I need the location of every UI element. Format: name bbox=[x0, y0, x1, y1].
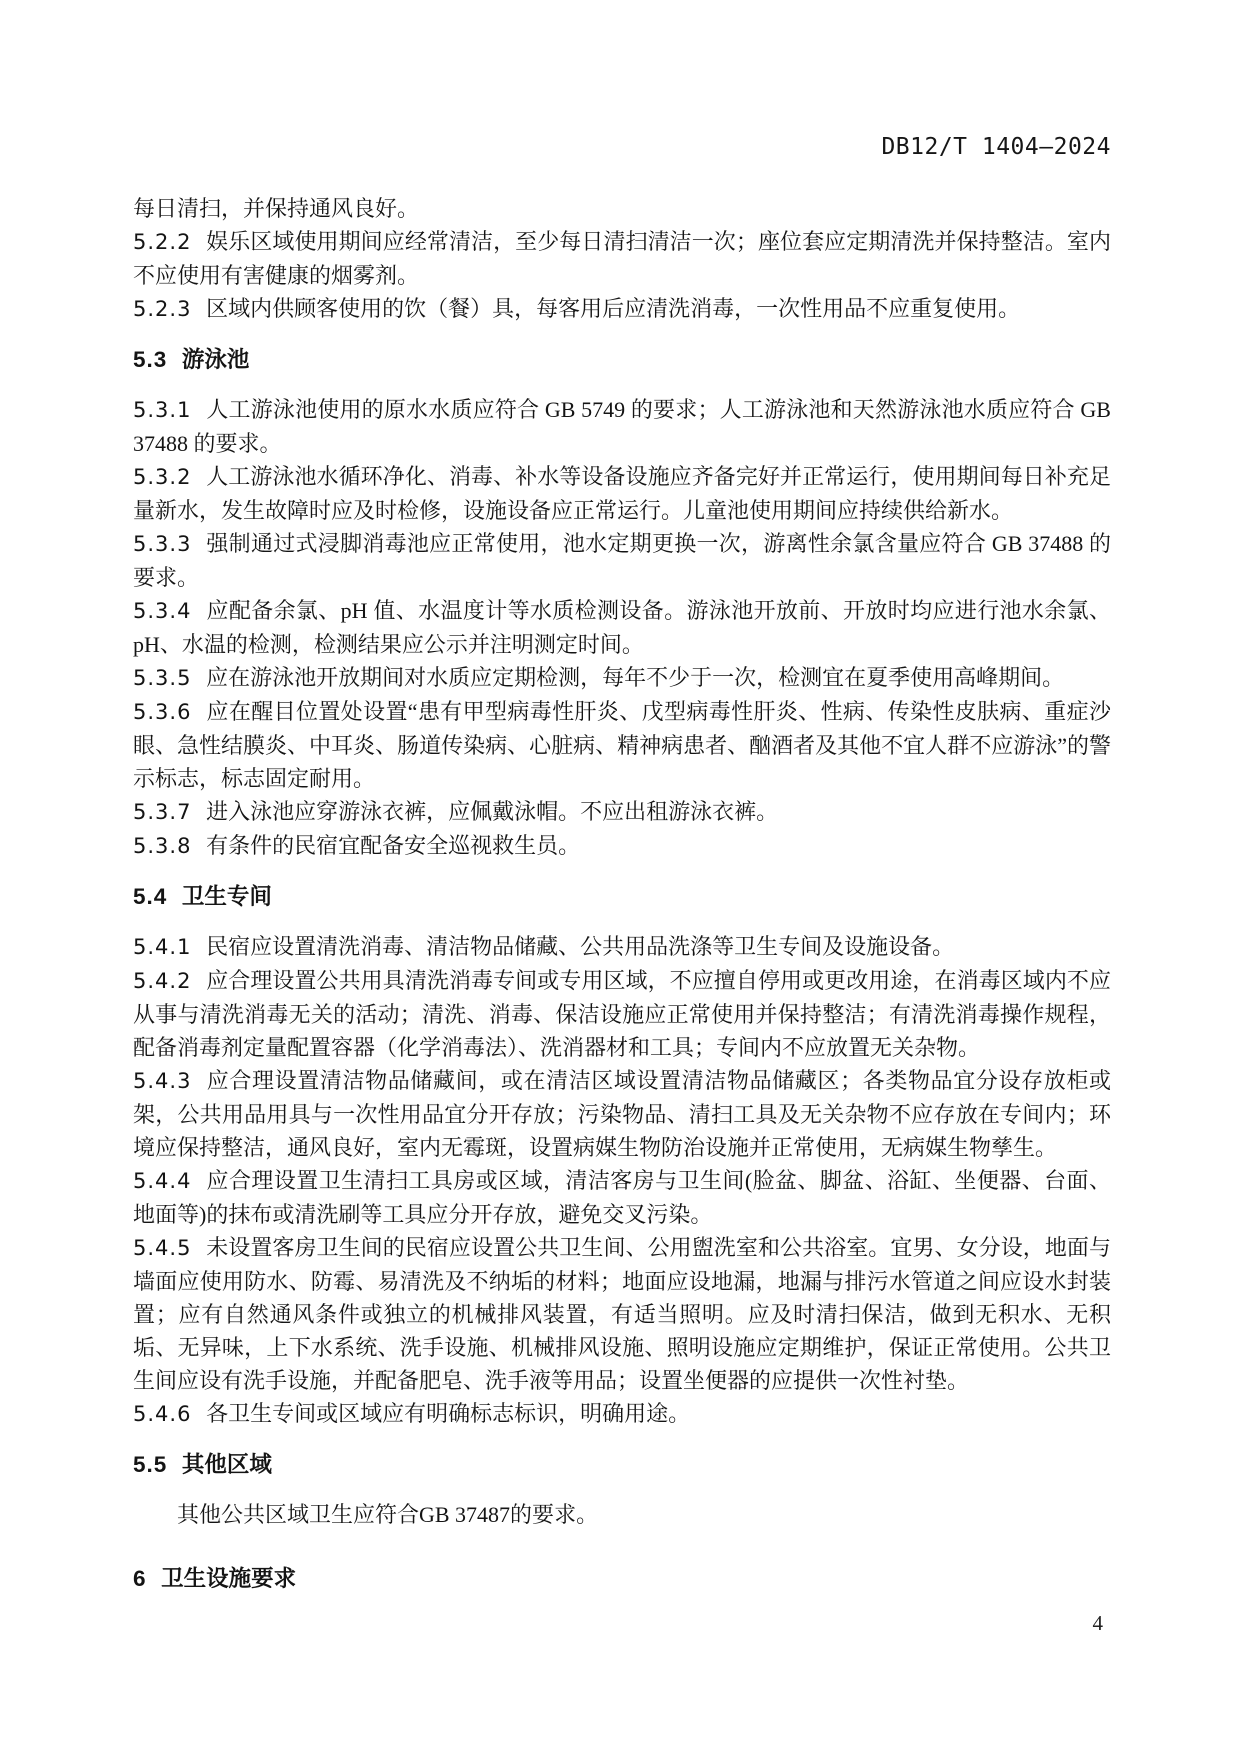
section-number: 5.4 bbox=[133, 884, 168, 909]
clause-text: 应合理设置公共用具清洗消毒专间或专用区域，不应擅自停用或更改用途，在消毒区域内不应从事与清洗消毒无关的活动；清洗、消毒、保洁设施应正常使用并保持整洁；有清洗消毒操作规程，配备消毒剂定量配置容器（化学消毒法）、洗消器材和工具；专间内不应放置无关杂物。 bbox=[133, 968, 1111, 1060]
clause-5-3-8 bbox=[133, 829, 1111, 863]
section-number: 5.3 bbox=[133, 347, 168, 372]
section-title: 卫生设施要求 bbox=[161, 1566, 297, 1591]
section-heading-5-3 bbox=[133, 343, 1111, 376]
section-heading-5-5 bbox=[133, 1448, 1111, 1481]
clause-text: 人工游泳池水循环净化、消毒、补水等设备设施应齐备完好并正常运行，使用期间每日补充足量新水，发生故障时应及时检修，设施设备应正常运行。儿童池使用期间应持续供给新水。 bbox=[133, 464, 1111, 523]
clause-text: 各卫生专间或区域应有明确标志标识，明确用途。 bbox=[206, 1401, 691, 1426]
clause-5-4-4 bbox=[133, 1164, 1111, 1231]
clause-number: 5.4.4 bbox=[133, 1169, 192, 1193]
clause-number: 5.4.5 bbox=[133, 1236, 192, 1260]
clause-5-3-6 bbox=[133, 695, 1111, 795]
section-title: 游泳池 bbox=[181, 347, 250, 372]
section-title: 卫生专间 bbox=[181, 884, 272, 909]
clause-number: 5.3.5 bbox=[133, 666, 192, 690]
standard-number: DB12/T 1404—2024 bbox=[881, 134, 1111, 160]
clause-text: 应合理设置清洁物品储藏间，或在清洁区域设置清洁物品储藏区；各类物品宜分设存放柜或架，公共用品用具与一次性用品宜分开存放；污染物品、清扫工具及无关杂物不应存放在专间内；环境应保持整洁，通风良好，室内无霉斑，设置病媒生物防治设施并正常使用，无病媒生物孳生。 bbox=[133, 1068, 1111, 1160]
paragraph-5-5-body: 其他公共区域卫生应符合GB 37487的要求。 bbox=[177, 1502, 599, 1527]
clause-number: 5.3.4 bbox=[133, 599, 192, 623]
clause-5-3-1 bbox=[133, 393, 1111, 460]
section-number: 6 bbox=[133, 1566, 147, 1591]
clause-number: 5.3.8 bbox=[133, 834, 192, 858]
clause-5-4-2 bbox=[133, 964, 1111, 1064]
clause-5-3-7 bbox=[133, 795, 1111, 829]
clause-5-4-5 bbox=[133, 1231, 1111, 1397]
clause-text: 有条件的民宿宜配备安全巡视救生员。 bbox=[206, 833, 581, 858]
clause-number: 5.4.2 bbox=[133, 969, 192, 993]
clause-text: 进入泳池应穿游泳衣裤，应佩戴泳帽。不应出租游泳衣裤。 bbox=[206, 799, 779, 824]
clause-number: 5.4.3 bbox=[133, 1069, 192, 1093]
clause-number: 5.3.2 bbox=[133, 465, 192, 489]
clause-5-2-3 bbox=[133, 292, 1111, 326]
clause-number: 5.3.6 bbox=[133, 700, 192, 724]
clause-text: 民宿应设置清洗消毒、清洁物品储藏、公共用品洗涤等卫生专间及设施设备。 bbox=[206, 934, 955, 959]
clause-text: 人工游泳池使用的原水水质应符合 GB 5749 的要求；人工游泳池和天然游泳池水质应符合 GB 37488 的要求。 bbox=[133, 397, 1111, 456]
document-header bbox=[133, 134, 1111, 160]
clause-text: 娱乐区域使用期间应经常清洁，至少每日清扫清洁一次；座位套应定期清洗并保持整洁。室内不应使用有害健康的烟雾剂。 bbox=[133, 229, 1111, 288]
clause-number: 5.2.2 bbox=[133, 230, 192, 254]
section-heading-5-4 bbox=[133, 880, 1111, 913]
document-body bbox=[133, 192, 1111, 1612]
clause-number: 5.2.3 bbox=[133, 297, 192, 321]
clause-5-2-2 bbox=[133, 225, 1111, 292]
clause-text: 强制通过式浸脚消毒池应正常使用，池水定期更换一次，游离性余氯含量应符合 GB 37488 的要求。 bbox=[133, 531, 1111, 590]
clause-number: 5.3.1 bbox=[133, 398, 192, 422]
clause-text: 未设置客房卫生间的民宿应设置公共卫生间、公用盥洗室和公共浴室。宜男、女分设，地面与墙面应使用防水、防霉、易清洗及不纳垢的材料；地面应设地漏，地漏与排污水管道之间应设水封装置；应有自然通风条件或独立的机械排风装置，有适当照明。应及时清扫保洁，做到无积水、无积垢、无异味，上下水系统、洗手设施、机械排风设施、照明设施应定期维护，保证正常使用。公共卫生间应设有洗手设施，并配备肥皂、洗手液等用品；设置坐便器的应提供一次性衬垫。 bbox=[133, 1235, 1111, 1393]
section-title: 其他区域 bbox=[181, 1452, 272, 1477]
clause-5-3-5 bbox=[133, 661, 1111, 695]
clause-number: 5.4.1 bbox=[133, 935, 192, 959]
clause-text: 应在醒目位置处设置“患有甲型病毒性肝炎、戊型病毒性肝炎、性病、传染性皮肤病、重症沙眼、急性结膜炎、中耳炎、肠道传染病、心脏病、精神病患者、酗酒者及其他不宜人群不应游泳”的警示标志，标志固定耐用。 bbox=[133, 699, 1111, 791]
clause-5-4-1 bbox=[133, 930, 1111, 964]
clause-number: 5.3.7 bbox=[133, 800, 192, 824]
continuation-paragraph: 每日清扫，并保持通风良好。 bbox=[133, 196, 420, 221]
clause-number: 5.4.6 bbox=[133, 1402, 192, 1426]
clause-text: 应在游泳池开放期间对水质应定期检测，每年不少于一次，检测宜在夏季使用高峰期间。 bbox=[206, 665, 1065, 690]
clause-5-3-2 bbox=[133, 460, 1111, 527]
page-number: 4 bbox=[1092, 1611, 1103, 1635]
clause-text: 应合理设置卫生清扫工具房或区域，清洁客房与卫生间(脸盆、脚盆、浴缸、坐便器、台面、地面等)的抹布或清洗刷等工具应分开存放，避免交叉污染。 bbox=[133, 1168, 1111, 1227]
clause-5-4-3 bbox=[133, 1064, 1111, 1164]
clause-text: 区域内供顾客使用的饮（餐）具，每客用后应清洗消毒，一次性用品不应重复使用。 bbox=[206, 296, 1021, 321]
page-footer bbox=[133, 1611, 1103, 1636]
clause-5-3-3 bbox=[133, 527, 1111, 594]
section-number: 5.5 bbox=[133, 1452, 168, 1477]
section-heading-6 bbox=[133, 1562, 1111, 1595]
clause-text: 应配备余氯、pH 值、水温度计等水质检测设备。游泳池开放前、开放时均应进行池水余氯、pH、水温的检测，检测结果应公示并注明测定时间。 bbox=[133, 598, 1111, 657]
clause-5-4-6 bbox=[133, 1397, 1111, 1431]
clause-5-3-4 bbox=[133, 594, 1111, 661]
clause-number: 5.3.3 bbox=[133, 532, 192, 556]
